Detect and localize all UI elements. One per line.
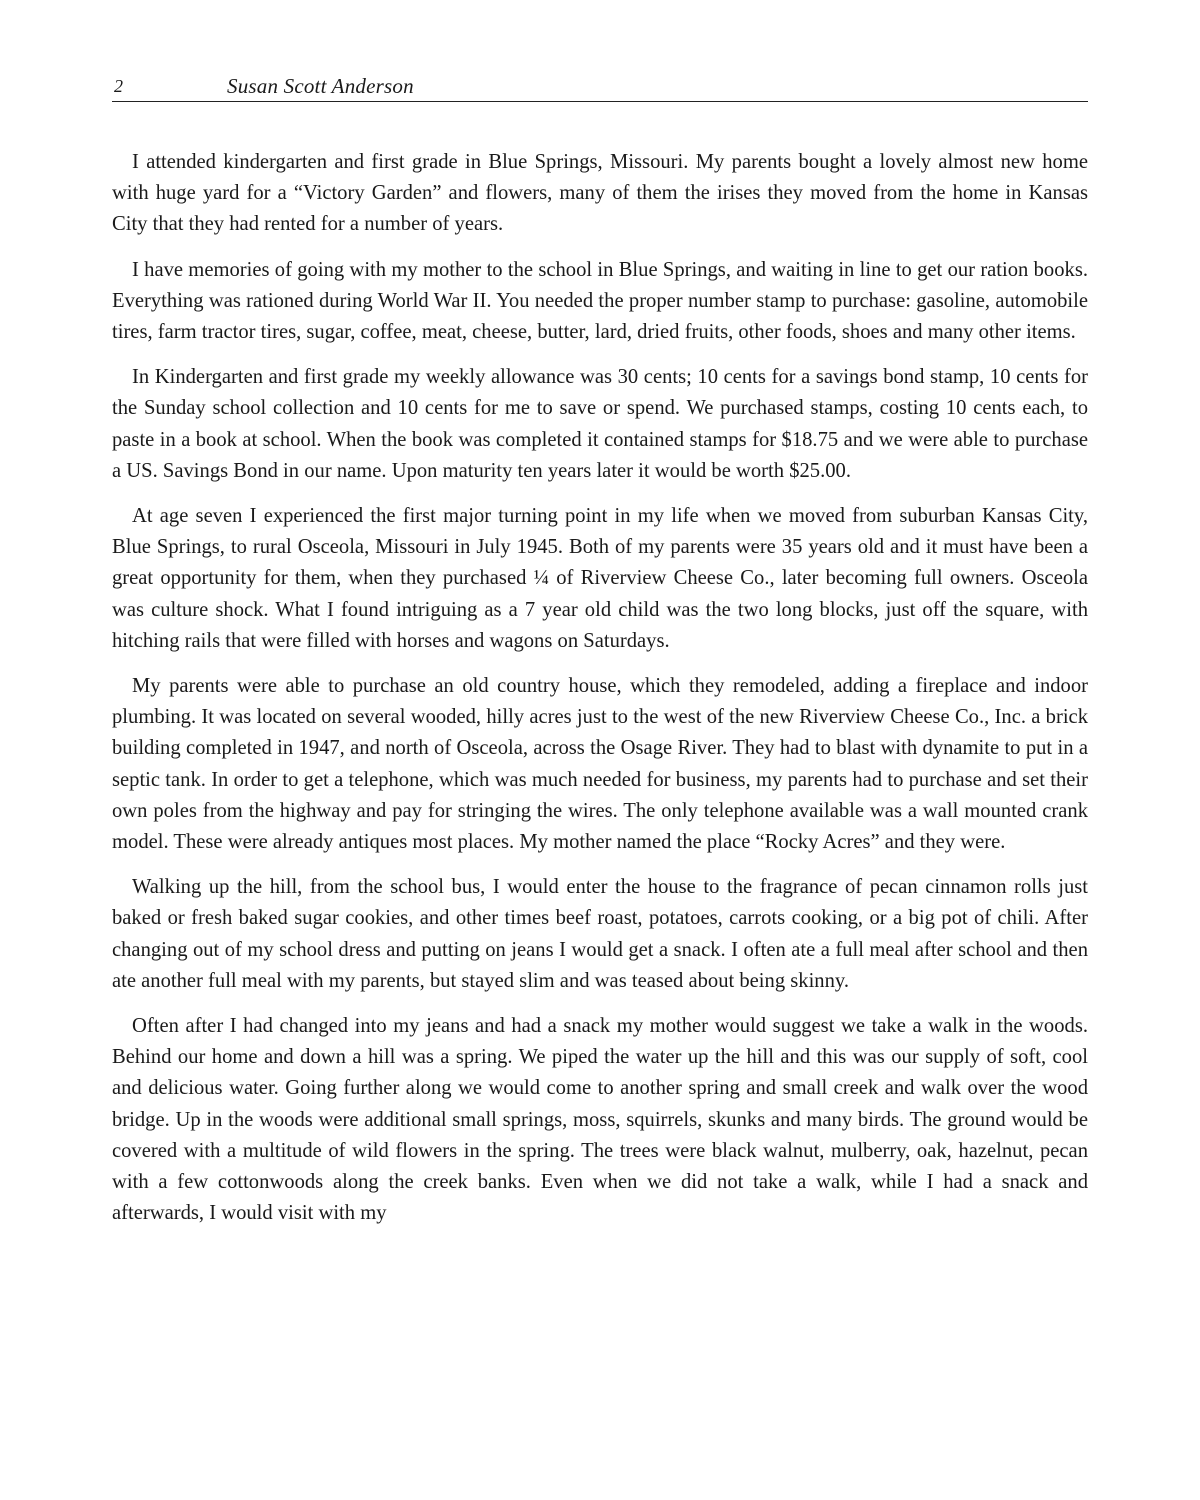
paragraph: I attended kindergarten and first grade in Blue Springs, Missouri. My parents bought a lovely almost new home with huge yard for a “Victory Garden” and flowers, many of them the irises they moved from the home in Kansas City that they had rented for a number of years. xyxy=(112,151,1088,236)
paragraph: At age seven I experienced the first major turning point in my life when we moved from suburban Kansas City, Blue Springs, to rural Osceola, Missouri in July 1945. Both of my parents were 35 years old and it must have been a great opportunity for them, when they purchased ¼ of Riverview Cheese Co., later becoming full owners. Osceola was culture shock. What I found intriguing as a 7 year old child was the two long blocks, just off the square, with hitching rails that were filled with horses and wagons on Saturdays. xyxy=(112,505,1088,652)
body-text xyxy=(112,147,1088,1230)
paragraph: Often after I had changed into my jeans and had a snack my mother would suggest we take a walk in the woods. Behind our home and down a hill was a spring. We piped the water up the hill and this was our supply of soft, cool and delicious water. Going further along we would come to another spring and small creek and walk over the wood bridge. Up in the woods were additional small springs, moss, squirrels, skunks and many birds. The ground would be covered with a multitude of wild flowers in the spring. The trees were black walnut, mulberry, oak, hazelnut, pecan with a few cottonwoods along the creek banks. Even when we did not take a walk, while I had a snack and afterwards, I would visit with my xyxy=(112,1015,1088,1225)
running-header-author: Susan Scott Anderson xyxy=(227,74,414,98)
paragraph: Walking up the hill, from the school bus, I would enter the house to the fragrance of pecan cinnamon rolls just baked or fresh baked sugar cookies, and other times beef roast, potatoes, carrots cooking, or a big pot of chili. After changing out of my school dress and putting on jeans I would get a snack. I often ate a full meal after school and then ate another full meal with my parents, but stayed slim and was teased about being skinny. xyxy=(112,876,1088,992)
paragraph: I have memories of going with my mother to the school in Blue Springs, and waiting in line to get our ration books. Everything was rationed during World War II. You needed the proper number stamp to purchase: gasoline, automobile tires, farm tractor tires, sugar, coffee, meat, cheese, butter, lard, dried fruits, other foods, shoes and many other items. xyxy=(112,258,1088,344)
paragraph: My parents were able to purchase an old country house, which they remodeled, adding a fireplace and indoor plumbing. It was located on several wooded, hilly acres just to the west of the new Riverview Cheese Co., Inc. a brick building completed in 1947, and north of Osceola, across the Osage River. They had to blast with dynamite to put in a septic tank. In order to get a telephone, which was much needed for business, my parents had to purchase and set their own poles from the highway and pay for stringing the wires. The only telephone available was a wall mounted crank model. These were already antiques most places. My mother named the place “Rocky Acres” and they were. xyxy=(112,675,1088,854)
paragraph: In Kindergarten and first grade my weekly allowance was 30 cents; 10 cents for a savings bond stamp, 10 cents for the Sunday school collection and 10 cents for me to save or spend. We purchased stamps, costing 10 cents each, to paste in a book at school. When the book was completed it contained stamps for $18.75 and we were able to purchase a US. Savings Bond in our name. Upon maturity ten years later it would be worth $25.00. xyxy=(112,366,1088,482)
book-page xyxy=(112,72,1088,1244)
page-number: 2 xyxy=(114,76,123,96)
running-header xyxy=(112,72,1088,102)
